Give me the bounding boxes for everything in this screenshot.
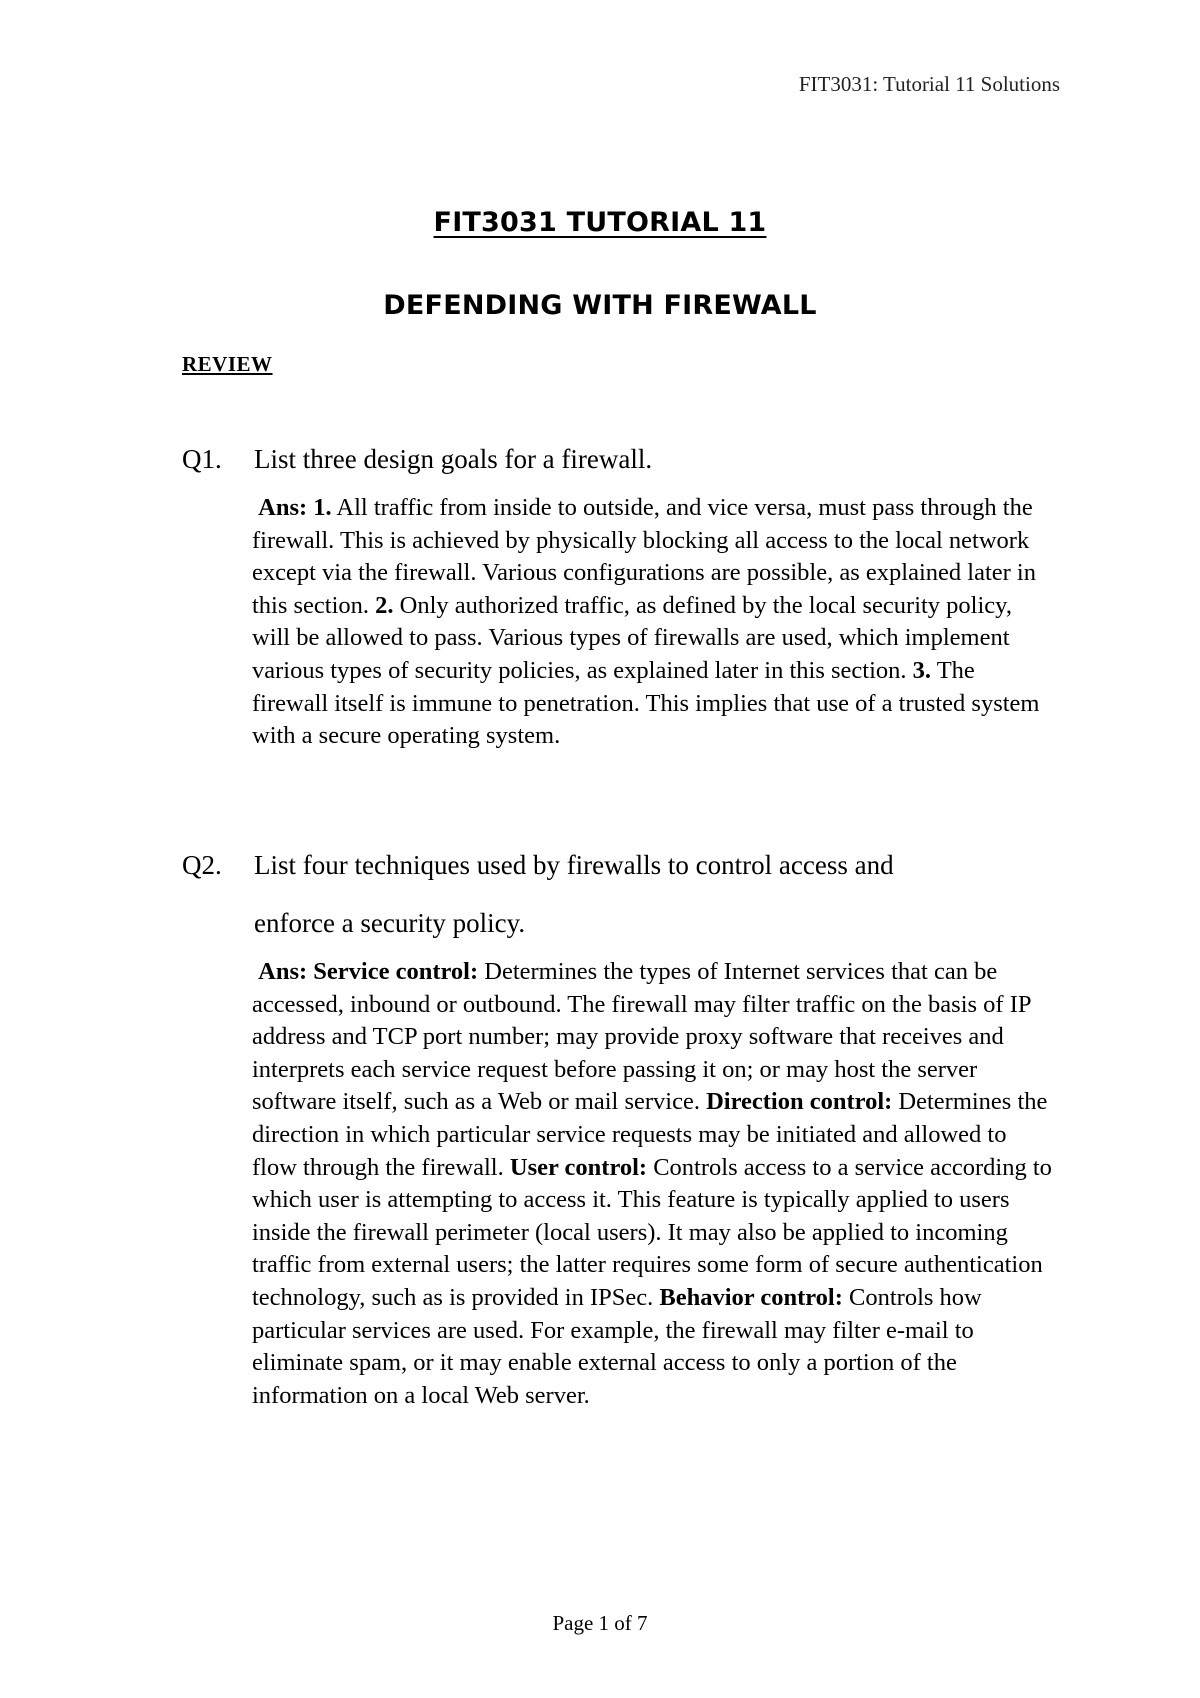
term-user-control: User control: <box>509 1153 648 1181</box>
service-control-text: Determines the types of Internet services that can be accessed, inbound or outbound. The firewall may filter traffic on the basis of IP address and TCP port number; may provide proxy software that receives and interprets each service request before passing it on; or may host the server software itself, such as a Web or mail service. <box>252 958 1031 1116</box>
goal-number-3: 3. <box>912 656 932 684</box>
goal-number-1: 1. <box>313 494 332 521</box>
term-direction-control: Direction control: <box>706 1088 893 1116</box>
direction-control-text: Determines the direction in which particular service requests may be initiated and allowed to flow through the firewall. <box>252 1088 1048 1181</box>
goal-text-2: Only authorized traffic, as defined by the local security policy, will be allowed to pass. Various types of firewalls are used, which implement various types of security policies, as explained later in this section. <box>252 591 1012 684</box>
behavior-control-text: Controls how particular services are used. For example, the firewall may filter e-mail to eliminate spam, or it may enable external access to only a portion of the information on a local Web server. <box>252 1283 982 1409</box>
term-behavior-control: Behavior control: <box>659 1283 843 1311</box>
running-header: FIT3031: Tutorial 11 Solutions <box>798 72 1060 96</box>
page-number: Page 1 of 7 <box>552 1611 648 1635</box>
goal-text-1: All traffic from inside to outside, and vice versa, must pass through the firewall. This is achieved by physically blocking all access to the local network except via the firewall. Various configurations are possible, as explained later in this section. <box>252 494 1036 619</box>
question-1 <box>182 430 652 488</box>
goal-number-2: 2. <box>375 591 394 619</box>
question-2 <box>182 836 894 952</box>
question-number: Q2. <box>182 850 222 880</box>
answer-label: Ans: <box>258 958 308 985</box>
question-text: List three design goals for a firewall. <box>254 444 653 474</box>
document-title: FIT3031 TUTORIAL 11 <box>433 207 767 238</box>
answer-label: Ans: <box>258 494 308 521</box>
question-number: Q1. <box>182 444 222 474</box>
answer-1 <box>252 492 1052 753</box>
question-text-line2: enforce a security policy. <box>254 908 526 938</box>
user-control-text: Controls access to a service according to which user is attempting to access it. This feature is typically applied to users inside the firewall perimeter (local users). It may also be applied to incoming traffic from external users; the latter requires some form of secure authentication technology, such as is provided in IPSec. <box>252 1153 1052 1311</box>
answer-2 <box>252 956 1052 1412</box>
question-text-line1: List four techniques used by firewalls to control access and <box>254 850 894 880</box>
section-heading-review: REVIEW <box>182 352 273 376</box>
term-service-control: Service control: <box>313 958 479 985</box>
goal-text-3: The firewall itself is immune to penetration. This implies that use of a trusted system with a secure operating system. <box>252 656 1040 750</box>
document-subtitle: DEFENDING WITH FIREWALL <box>383 290 817 321</box>
